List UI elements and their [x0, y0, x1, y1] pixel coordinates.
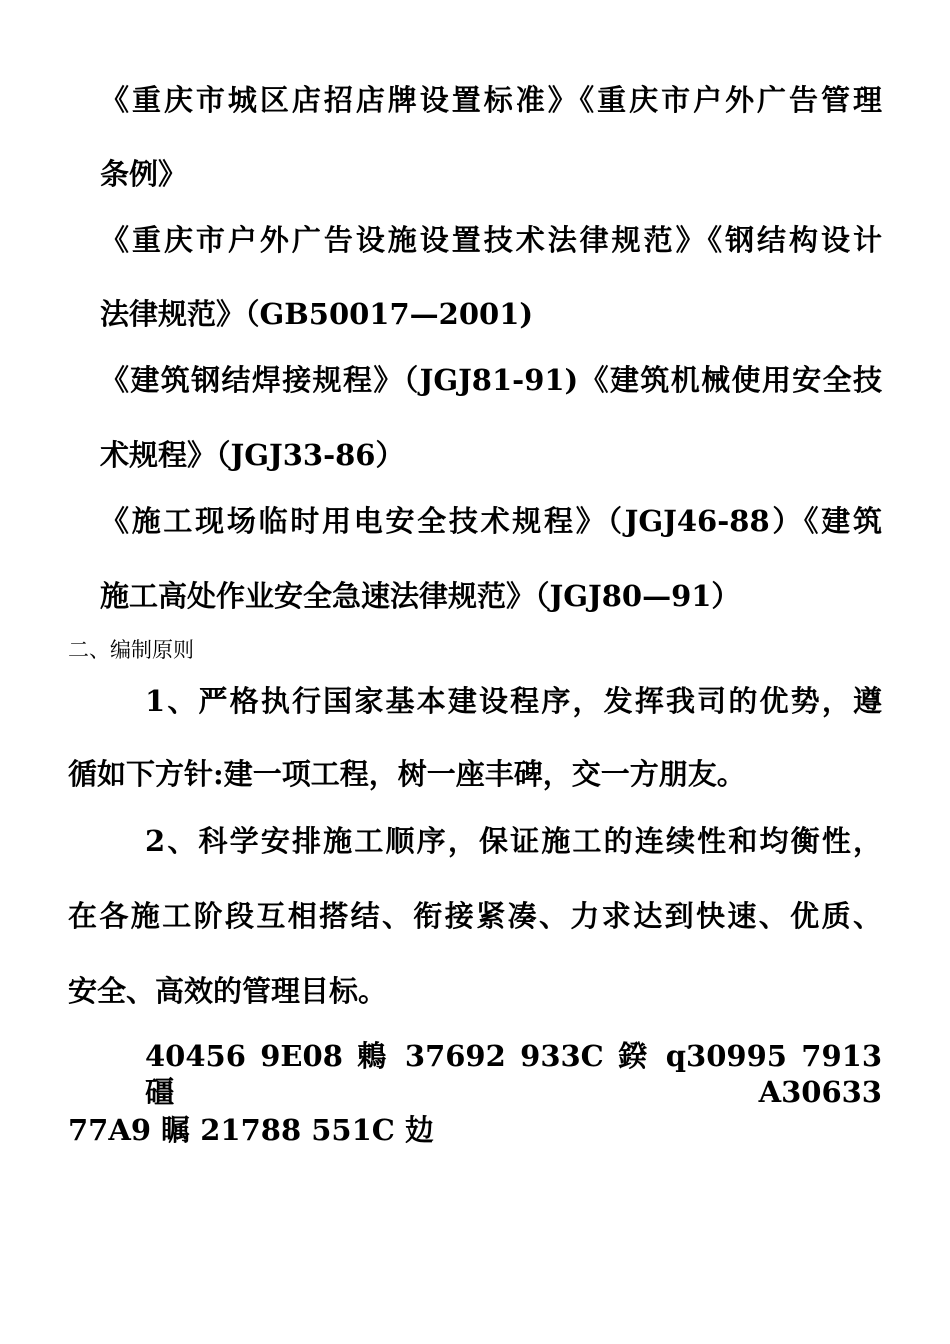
- reference-line-1: 《重庆市城区店招店牌设置标准》《重庆市户外广告管理: [100, 83, 882, 117]
- code-line-2: 77A9 瞩 21788 551C 攰: [68, 1113, 434, 1147]
- reference-line-4: 法律规范》（GB50017—2001): [100, 297, 534, 331]
- reference-line-8: 施工高处作业安全急速法律规范》（JGJ80—91）: [100, 579, 741, 613]
- reference-line-2: 条例》: [100, 157, 188, 191]
- principle-1-line-2: 循如下方针:建一项工程，树一座丰碑，交一方朋友。: [68, 757, 746, 791]
- reference-line-3: 《重庆市户外广告设施设置技术法律规范》《钢结构设计: [100, 223, 882, 257]
- code-line-1: 40456 9E08 鶇 37692 933C 鍨 q30995 7913 礓 A30633: [145, 1039, 882, 1109]
- principle-2-line-1: 2、科学安排施工顺序，保证施工的连续性和均衡性，: [145, 824, 882, 858]
- principle-2-line-3: 安全、高效的管理目标。: [68, 974, 388, 1008]
- reference-line-5: 《建筑钢结焊接规程》（JGJ81-91)《建筑机械使用安全技: [100, 363, 882, 397]
- reference-line-6: 术规程》（JGJ33-86）: [100, 438, 405, 472]
- principle-1-line-1: 1、严格执行国家基本建设程序，发挥我司的优势，遵: [145, 684, 882, 718]
- section-heading: 二、编制原则: [68, 638, 194, 662]
- reference-line-7: 《施工现场临时用电安全技术规程》（JGJ46-88）《建筑: [100, 504, 882, 538]
- principle-2-line-2: 在各施工阶段互相搭结、衔接紧凑、力求达到快速、优质、: [68, 899, 882, 933]
